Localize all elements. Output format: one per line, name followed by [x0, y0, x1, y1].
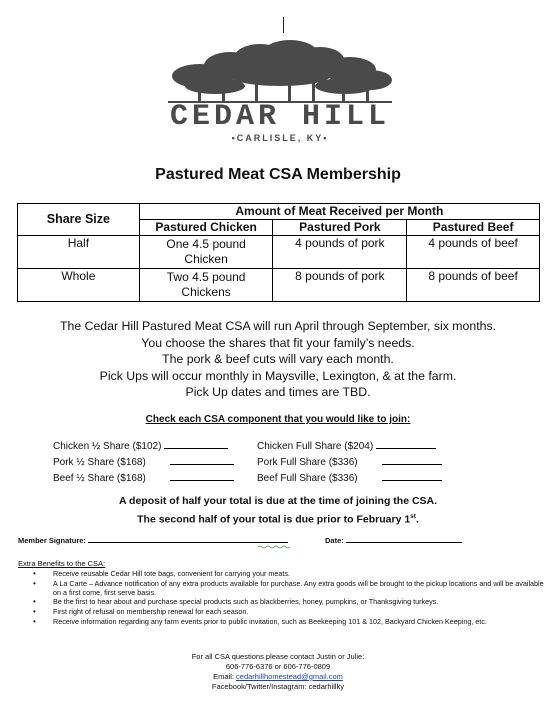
text-cursor	[283, 17, 284, 33]
deposit-notice	[0, 494, 556, 528]
info-line: The Cedar Hill Pastured Meat CSA will run April through September, six months.	[59, 319, 497, 333]
deposit-line	[0, 509, 556, 528]
row-chicken	[139, 269, 273, 302]
column-header-pork: Pastured Pork	[273, 220, 407, 236]
option-label: Beef ½ Share ($168)	[53, 473, 146, 484]
info-line: Pick Up dates and times are TBD.	[185, 385, 371, 400]
info-line: Pick Ups will occur monthly in Maysville, Lexington, & at the farm.	[99, 368, 457, 383]
row-chicken-line: Two 4.5 pound	[166, 270, 246, 284]
contact-block	[0, 652, 556, 692]
row-size: Half	[18, 236, 140, 269]
option-blank[interactable]	[382, 471, 442, 481]
row-pork: 4 pounds of pork	[273, 236, 407, 269]
option-label: Pork Full Share ($336)	[257, 457, 358, 468]
email-label: Email:	[213, 672, 234, 681]
option-blank[interactable]	[382, 455, 442, 465]
option-beef-full	[257, 471, 442, 484]
table-row	[18, 236, 540, 269]
date-field	[325, 535, 462, 545]
extras-heading: Extra Benefits to the CSA:	[18, 559, 106, 568]
option-pork-half	[53, 455, 234, 468]
option-chicken-full	[257, 439, 436, 452]
csa-info	[0, 318, 556, 401]
email-link[interactable]: cedarhillhomestead@gmail.com	[236, 672, 343, 681]
row-chicken-line: Chicken	[184, 252, 228, 266]
row-pork: 8 pounds of pork	[273, 269, 407, 302]
option-label: Pork ½ Share ($168)	[53, 457, 146, 468]
table-row	[18, 269, 540, 302]
deposit-superscript: st	[410, 513, 416, 520]
member-signature-label: Member Signature:	[18, 536, 86, 545]
option-blank[interactable]	[376, 439, 436, 449]
row-chicken	[139, 236, 273, 269]
list-item: • First right of refusal on membership renewal for each season.	[20, 607, 545, 616]
extras-list	[20, 569, 545, 626]
cedar-hill-logo	[160, 36, 400, 146]
list-item: • Receive information regarding any farm events prior to public invitation, such as Beekeeping 101 & 102, Backyard Chicken Keeping, etc.	[20, 617, 545, 626]
row-chicken-line: Chickens	[181, 285, 231, 299]
list-item: • Receive reusable Cedar Hill tote bags, convenient for carrying your meats.	[20, 569, 545, 578]
row-size: Whole	[18, 269, 140, 302]
option-label: Beef Full Share ($336)	[257, 473, 358, 484]
list-item: • A La Carte – Advance notification of any extra products available for purchase. Any extra goods will be brought to the pickup locations and will be available on a first come, first serve basis.	[20, 579, 545, 598]
option-blank[interactable]	[170, 455, 234, 465]
option-beef-half	[53, 471, 234, 484]
share-table	[17, 203, 540, 302]
column-header-chicken: Pastured Chicken	[139, 220, 273, 236]
option-label: Chicken ½ Share ($102)	[53, 441, 162, 452]
date-line[interactable]	[346, 535, 462, 543]
contact-social: Facebook/Twitter/Instagram: cedarhillky	[211, 682, 345, 691]
row-beef: 4 pounds of beef	[407, 236, 540, 269]
contact-line: For all CSA questions please contact Justin or Julie:	[191, 652, 365, 661]
member-signature-line[interactable]	[88, 535, 288, 543]
deposit-line-end: .	[415, 513, 419, 526]
logo-name: CEDAR HILL	[169, 100, 391, 134]
share-size-header: Share Size	[18, 204, 140, 236]
deposit-line-text: The second half of your total is due prior to February 1	[137, 513, 411, 526]
contact-email-line	[0, 672, 556, 682]
option-blank[interactable]	[170, 471, 234, 481]
info-line: The pork & beef cuts will vary each month.	[162, 352, 394, 367]
page-title: Pastured Meat CSA Membership	[155, 166, 401, 183]
contact-phones: 606-776-6376 or 606-776-0809	[225, 662, 331, 671]
list-item: • Be the first to hear about and purchase special products such as blackberries, honey, pumpkins, or Thanksgiving turkeys.	[20, 597, 545, 606]
info-line: You choose the shares that fit your family’s needs.	[141, 335, 415, 350]
option-label: Chicken Full Share ($204)	[257, 441, 374, 452]
spellcheck-squiggle	[258, 545, 292, 549]
option-chicken-half	[53, 439, 228, 452]
check-components-heading: Check each CSA component that you would like to join:	[145, 414, 411, 425]
option-pork-full	[257, 455, 442, 468]
option-blank[interactable]	[164, 439, 228, 449]
deposit-line: A deposit of half your total is due at the time of joining the CSA.	[118, 495, 438, 507]
member-signature	[18, 535, 288, 545]
row-beef: 8 pounds of beef	[407, 269, 540, 302]
amount-header: Amount of Meat Received per Month	[139, 204, 539, 220]
logo-location: •CARLISLE, KY•	[231, 133, 329, 143]
date-label: Date:	[325, 536, 344, 545]
column-header-beef: Pastured Beef	[407, 220, 540, 236]
row-chicken-line: One 4.5 pound	[166, 237, 246, 251]
